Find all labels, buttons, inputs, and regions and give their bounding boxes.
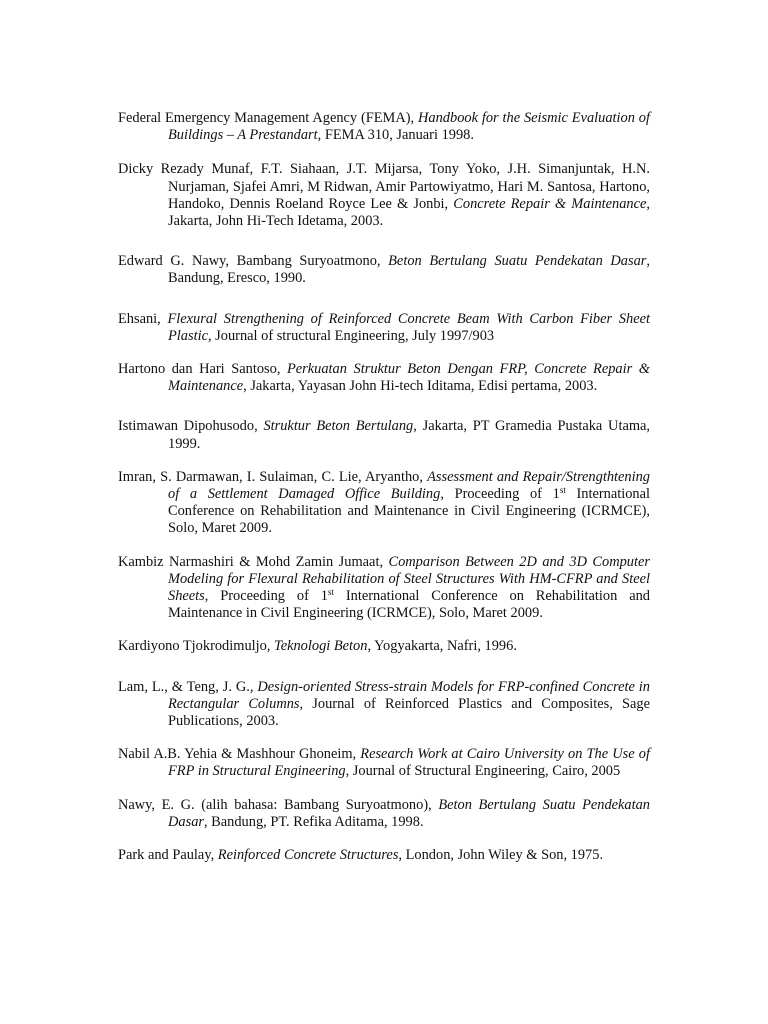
reference-publication: , London, John Wiley & Son, 1975.	[398, 847, 604, 864]
reference-entry	[118, 847, 650, 864]
reference-authors: Edward G. Nawy, Bambang Suryoatmono,	[118, 253, 389, 270]
reference-entry	[118, 554, 650, 623]
reference-title: Beton Bertulang Suatu Pendekatan Dasar	[388, 253, 647, 270]
reference-title: Research Work at Cairo University on The Use of FRP in Structural Engineering	[168, 746, 650, 780]
reference-publication: , Bandung, PT. Refika Aditama, 1998.	[203, 813, 424, 830]
reference-publication-continued: International Conference on Rehabilitation and Maintenance in Civil Engineering (ICRMCE), Solo, Maret 2009.	[168, 486, 651, 537]
reference-entry	[118, 638, 650, 655]
reference-authors: Nabil A.B. Yehia & Mashhour Ghoneim,	[118, 746, 361, 763]
reference-authors: Istimawan Dipohusodo,	[118, 418, 264, 435]
reference-publication: , Yogyakarta, Nafri, 1996.	[367, 638, 517, 655]
reference-authors: Nawy, E. G. (alih bahasa: Bambang Suryoatmono),	[118, 796, 439, 813]
reference-authors: Imran, S. Darmawan, I. Sulaiman, C. Lie, Aryantho,	[118, 468, 428, 485]
reference-title: Teknologi Beton	[274, 638, 368, 655]
reference-entry	[118, 311, 650, 345]
reference-list	[118, 110, 650, 864]
reference-title: Struktur Beton Bertulang	[263, 418, 414, 435]
reference-title: Reinforced Concrete Structures	[217, 847, 399, 864]
reference-publication: , Bandung, Eresco, 1990.	[168, 253, 651, 287]
reference-entry	[118, 679, 650, 731]
reference-publication: , Jakarta, John Hi-Tech Idetama, 2003.	[168, 195, 650, 230]
reference-authors: Kambiz Narmashiri & Mohd Zamin Jumaat,	[118, 553, 389, 570]
reference-publication: , FEMA 310, Januari 1998.	[317, 127, 474, 144]
reference-publication: , Journal of Reinforced Plastics and Composites, Sage Publications, 2003.	[168, 695, 650, 730]
reference-publication: , Jakarta, Yayasan John Hi-tech Iditama, Edisi pertama, 2003.	[243, 378, 598, 395]
ordinal-suffix: st	[327, 587, 334, 598]
reference-entry	[118, 746, 650, 780]
reference-publication: , Journal of structural Engineering, July 1997/903	[207, 327, 495, 344]
reference-publication: , Journal of Structural Engineering, Cairo, 2005	[345, 763, 621, 780]
reference-authors: Hartono dan Hari Santoso,	[118, 361, 287, 378]
reference-entry	[118, 418, 650, 452]
reference-publication-continued: International Conference on Rehabilitation and Maintenance in Civil Engineering (ICRMCE), Solo, Maret 2009.	[168, 588, 650, 622]
reference-publication: , Jakarta, PT Gramedia Pustaka Utama, 1999.	[168, 418, 651, 452]
reference-authors: Federal Emergency Management Agency (FEMA),	[118, 110, 419, 126]
reference-title: Handbook for the Seismic Evaluation of Buildings – A Prestandart	[168, 110, 650, 144]
reference-title: Design-oriented Stress-strain Models for FRP-confined Concrete in Rectangular Columns	[168, 678, 650, 712]
reference-entry	[118, 110, 650, 144]
reference-authors: Kardiyono Tjokrodimuljo,	[118, 638, 275, 655]
reference-title: Assessment and Repair/Strengthtening of a Settlement Damaged Office Building	[168, 468, 650, 503]
reference-publication: , Proceeding of 1	[440, 486, 560, 503]
reference-publication: , Proceeding of 1	[204, 588, 328, 605]
reference-authors: Lam, L., & Teng, J. G.,	[118, 678, 258, 695]
reference-entry	[118, 161, 650, 230]
reference-title: Comparison Between 2D and 3D Computer Modeling for Flexural Rehabilitation of Steel Structures With HM-CFRP and Steel Sheets	[168, 553, 650, 605]
reference-entry	[118, 361, 650, 395]
reference-title: Beton Bertulang Suatu Pendekatan Dasar	[168, 796, 651, 830]
reference-title: Perkuatan Struktur Beton Dengan FRP, Concrete Repair & Maintenance	[168, 361, 650, 395]
reference-authors: Park and Paulay,	[118, 847, 218, 864]
reference-title: Concrete Repair & Maintenance	[453, 195, 647, 212]
reference-authors: Dicky Rezady Munaf, F.T. Siahaan, J.T. Mijarsa, Tony Yoko, J.H. Simanjuntak, H.N. Nurjaman, Sjafei Amri, M Ridwan, Amir Partowiyatmo, Hari M. Santosa, Hartono, Handoko, Dennis Roeland Royce Lee & Jonbi,	[118, 161, 650, 212]
reference-entry	[118, 253, 650, 287]
ordinal-suffix: st	[559, 485, 566, 496]
reference-entry	[118, 797, 650, 831]
reference-title: Flexural Strengthening of Reinforced Concrete Beam With Carbon Fiber Sheet Plastic	[167, 310, 650, 344]
reference-entry	[118, 469, 650, 538]
reference-authors: Ehsani,	[118, 310, 168, 327]
